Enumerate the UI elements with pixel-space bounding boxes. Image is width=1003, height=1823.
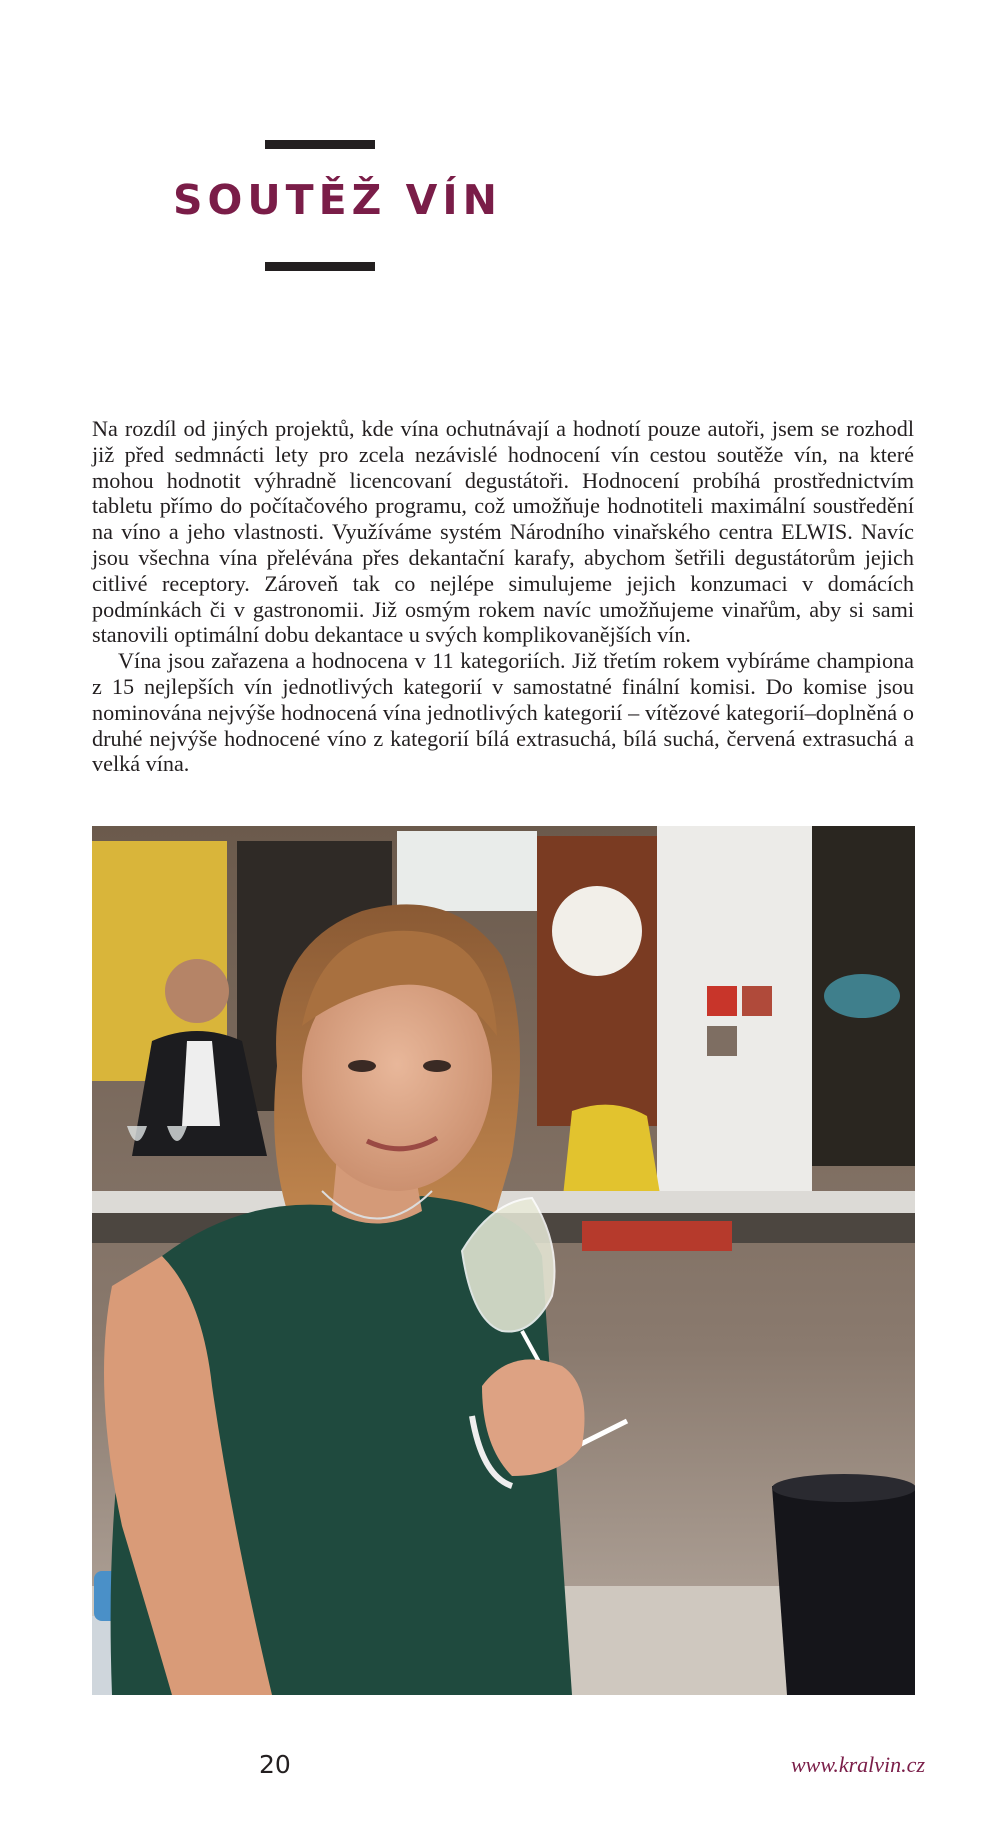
title-rule-bottom xyxy=(265,262,375,271)
wine-tasting-photo xyxy=(92,826,915,1695)
page-number: 20 xyxy=(259,1750,291,1779)
article-body xyxy=(92,416,914,777)
website-link[interactable]: www.kralvin.cz xyxy=(790,1752,925,1777)
paragraph: Na rozdíl od jiných projektů, kde vína ochutnávají a hodnotí pouze autoři, jsem se rozhodl již před sedmnácti lety pro zcela nezávislé hodnocení vín cestou soutěže vín, na které mohou hodnotit výhradně licencovaní degustátoři. Hodnocení probíhá prostřednictvím tabletu přímo do počítačového programu, což umožňuje hodnotiteli maximální soustředění na víno a jeho vlastnosti. Využíváme systém Národního vinařského centra ELWIS. Navíc jsou všechna vína přelévána přes dekantační karafy, abychom šetřili degustátorům jejich citlivé receptory. Zároveň tak co nejlépe simulujeme jejich konzumaci v domácích podmínkách či v gastronomii. Již osmým rokem navíc umožňujeme vinařům, aby si sami stanovili optimální dobu dekantace u svých komplikovanějších vín. xyxy=(92,416,914,648)
paragraph: Vína jsou zařazena a hodnocena v 11 kategoriích. Již třetím rokem vybíráme championa z 15 nejlepších vín jednotlivých kategorií v samostatné finální komisi. Do komise jsou nominována nejvýše hodnocená vína jednotlivých kategorií – vítězové kategorií–doplněná o druhé nejvýše hodnocené víno z kategorií bílá extrasuchá, bílá suchá, červená extrasuchá a velká vína. xyxy=(92,648,914,777)
page-title: SOUTĚŽ VÍN xyxy=(173,176,502,224)
title-rule-top xyxy=(265,140,375,149)
